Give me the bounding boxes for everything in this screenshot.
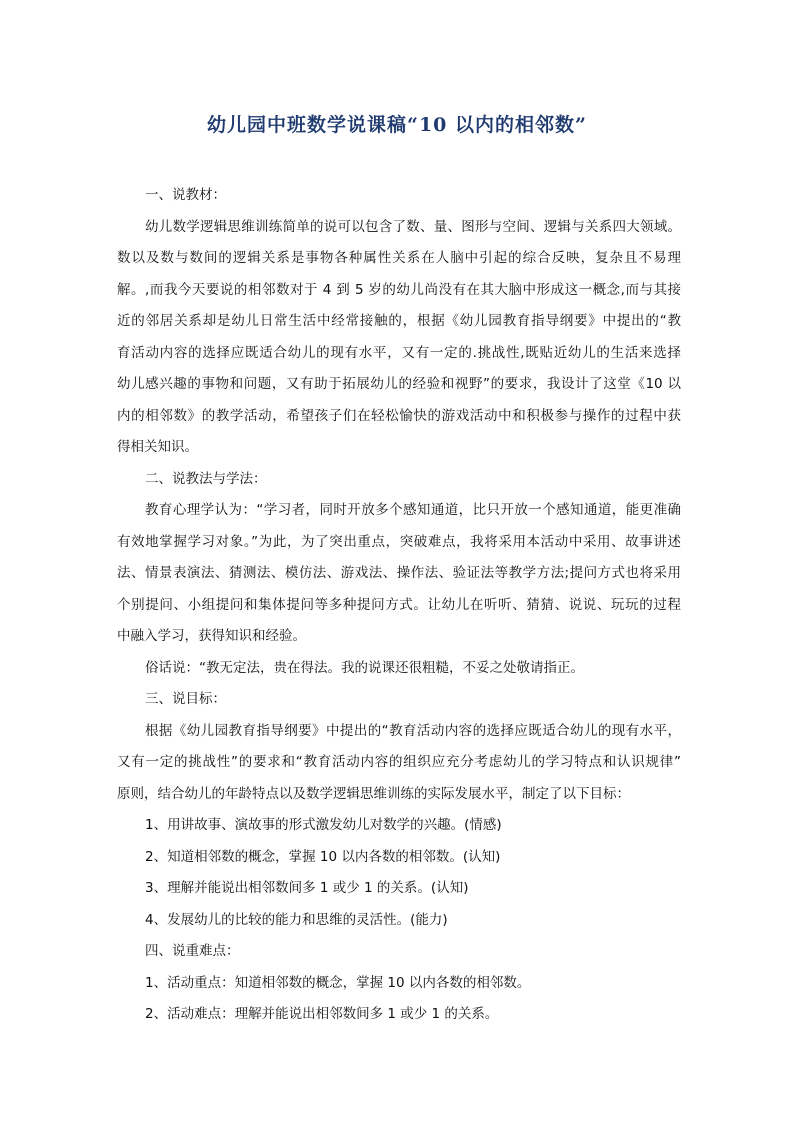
paragraph-line: 有效地掌握学习对象。”为此，为了突出重点，突破难点，我将采用本活动中采用、故事讲述 — [117, 533, 681, 550]
paragraph-line: 得相关知识。 — [117, 439, 198, 455]
paragraph-line: 内的相邻数》的教学活动，希望孩子们在轻松愉快的游戏活动中和积极参与操作的过程中获 — [117, 407, 681, 424]
paragraph-line: 幼儿数学逻辑思维训练简单的说可以包含了数、量、图形与空间、逻辑与关系四大领域。 — [145, 218, 681, 235]
key-point-item: 1、活动重点：知道相邻数的概念，掌握 10 以内各数的相邻数。 — [145, 974, 531, 991]
paragraph-line: 又有一定的挑战性”的要求和“教育活动内容的组织应充分考虑幼儿的学习特点和认识规律” — [117, 754, 681, 770]
section-heading-methods: 二、说教法与学法： — [145, 470, 267, 487]
paragraph-line: 育活动内容的选择应既适合幼儿的现有水平，又有一定的.挑战性,既贴近幼儿的生活来选择 — [117, 344, 681, 361]
paragraph-line: 教育心理学认为：“学习者，同时开放多个感知通道，比只开放一个感知通道，能更准确 — [145, 502, 681, 518]
paragraph-line: 数以及数与数间的逻辑关系是事物各种属性关系在人脑中引起的综合反映，复杂且不易理 — [117, 250, 681, 266]
goal-item: 4、发展幼儿的比较的能力和思维的灵活性。(能力) — [145, 911, 448, 928]
paragraph-line: 俗话说：“教无定法，贵在得法。我的说课还很粗糙，不妥之处敬请指正。 — [145, 659, 584, 676]
document-title: 幼儿园中班数学说课稿“10 以内的相邻数” — [207, 114, 587, 136]
document-body — [117, 180, 681, 1031]
section-heading-textbook: 一、说教材： — [145, 187, 226, 203]
goal-item: 3、理解并能说出相邻数间多 1 或少 1 的关系。(认知) — [145, 880, 469, 896]
paragraph-line: 个别提问、小组提问和集体提问等多种提问方式。让幼儿在听听、猜猜、说说、玩玩的过程 — [117, 596, 681, 613]
goal-item: 2、知道相邻数的概念，掌握 10 以内各数的相邻数。(认知) — [145, 848, 501, 865]
paragraph-line: 解。,而我今天要说的相邻数对于 4 到 5 岁的幼儿尚没有在其大脑中形成这一概念,而与其接 — [117, 281, 681, 298]
key-point-item: 2、活动难点：理解并能说出相邻数间多 1 或少 1 的关系。 — [145, 1006, 499, 1022]
paragraph-line: 原则，结合幼儿的年龄特点以及数学逻辑思维训练的实际发展水平，制定了以下目标： — [117, 785, 630, 802]
paragraph-line: 根据《幼儿园教育指导纲要》中提出的“教育活动内容的选择应既适合幼儿的现有水平， — [145, 722, 681, 739]
goal-item: 1、用讲故事、演故事的形式激发幼儿对数学的兴趣。(情感) — [145, 817, 502, 833]
section-heading-key-points: 四、说重难点： — [145, 943, 240, 959]
paragraph-line: 幼儿感兴趣的事物和问题，又有助于拓展幼儿的经验和视野”的要求，我设计了这堂《10 以 — [117, 376, 681, 392]
paragraph-line: 中融入学习，获得知识和经验。 — [117, 628, 306, 644]
paragraph-line: 法、情景表演法、猜测法、模仿法、游戏法、操作法、验证法等教学方法;提问方式也将采用 — [117, 565, 681, 581]
section-heading-goals: 三、说目标： — [145, 691, 226, 707]
paragraph-line: 近的邻居关系却是幼儿日常生活中经常接触的，根据《幼儿园教育指导纲要》中提出的“教 — [117, 313, 681, 329]
